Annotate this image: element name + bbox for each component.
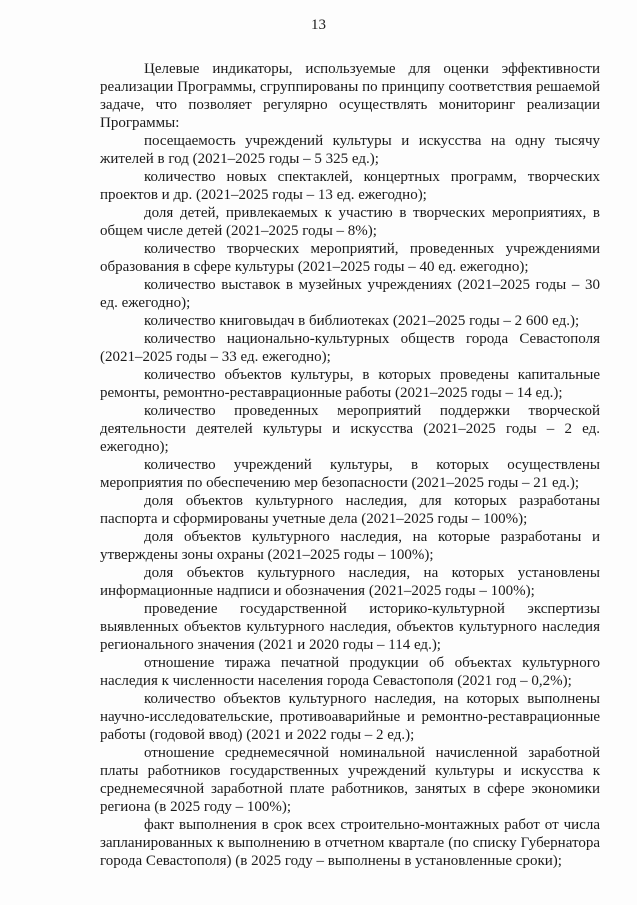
indicator-item: посещаемость учреждений культуры и искусства на одну тысячу жителей в год (2021–2025 годы – 5 325 ед.);	[100, 133, 600, 167]
indicator-item: количество объектов культуры, в которых проведены капитальные ремонты, ремонтно-реставрационные работы (2021–2025 годы – 14 ед.);	[100, 367, 600, 401]
indicator-item: факт выполнения в срок всех строительно-монтажных работ от числа запланированных к выполнению в отчетном квартале (по списку Губернатора города Севастополя) (в 2025 году – выполнены в установленные сроки);	[100, 817, 600, 869]
indicator-item: количество объектов культурного наследия, на которых выполнены научно-исследовательские, противоаварийные и ремонтно-реставрационные работы (годовой ввод) (2021 и 2022 годы – 2 ед.);	[100, 691, 600, 743]
document-body	[100, 60, 600, 870]
indicator-item: доля объектов культурного наследия, на которых установлены информационные надписи и обозначения (2021–2025 годы – 100%);	[100, 565, 600, 599]
indicator-item: отношение тиража печатной продукции об объектах культурного наследия к численности населения города Севастополя (2021 год – 0,2%);	[100, 655, 600, 689]
indicator-item: количество творческих мероприятий, проведенных учреждениями образования в сфере культуры (2021–2025 годы – 40 ед. ежегодно);	[100, 241, 600, 275]
indicator-item: доля объектов культурного наследия, на которые разработаны и утверждены зоны охраны (2021–2025 годы – 100%);	[100, 529, 600, 563]
indicator-item: количество национально-культурных обществ города Севастополя (2021–2025 годы – 33 ед. ежегодно);	[100, 331, 600, 365]
indicator-item: доля объектов культурного наследия, для которых разработаны паспорта и сформированы учетные дела (2021–2025 годы – 100%);	[100, 493, 600, 527]
indicator-item: количество выставок в музейных учреждениях (2021–2025 годы – 30 ед. ежегодно);	[100, 277, 600, 311]
indicator-item: количество учреждений культуры, в которых осуществлены мероприятия по обеспечению мер безопасности (2021–2025 годы – 21 ед.);	[100, 457, 600, 491]
indicator-item: количество проведенных мероприятий поддержки творческой деятельности деятелей культуры и искусства (2021–2025 годы – 2 ед. ежегодно);	[100, 403, 600, 455]
indicator-item: проведение государственной историко-культурной экспертизы выявленных объектов культурного наследия, объектов культурного наследия регионального значения (2021 и 2020 годы – 114 ед.);	[100, 601, 600, 653]
indicator-item: количество новых спектаклей, концертных программ, творческих проектов и др. (2021–2025 годы – 13 ед. ежегодно);	[100, 169, 600, 203]
intro-paragraph: Целевые индикаторы, используемые для оценки эффективности реализации Программы, сгруппированы по принципу соответствия решаемой задаче, что позволяет регулярно осуществлять мониторинг реализации Программы:	[100, 61, 600, 131]
page-number: 13	[311, 17, 326, 33]
indicator-item: доля детей, привлекаемых к участию в творческих мероприятиях, в общем числе детей (2021–2025 годы – 8%);	[100, 205, 600, 239]
indicator-item: отношение среднемесячной номинальной начисленной заработной платы работников государственных учреждений культуры и искусства к среднемесячной заработной плате работников, занятых в сфере экономики региона (в 2025 году – 100%);	[100, 745, 600, 815]
indicator-item: количество книговыдач в библиотеках (2021–2025 годы – 2 600 ед.);	[144, 313, 580, 329]
